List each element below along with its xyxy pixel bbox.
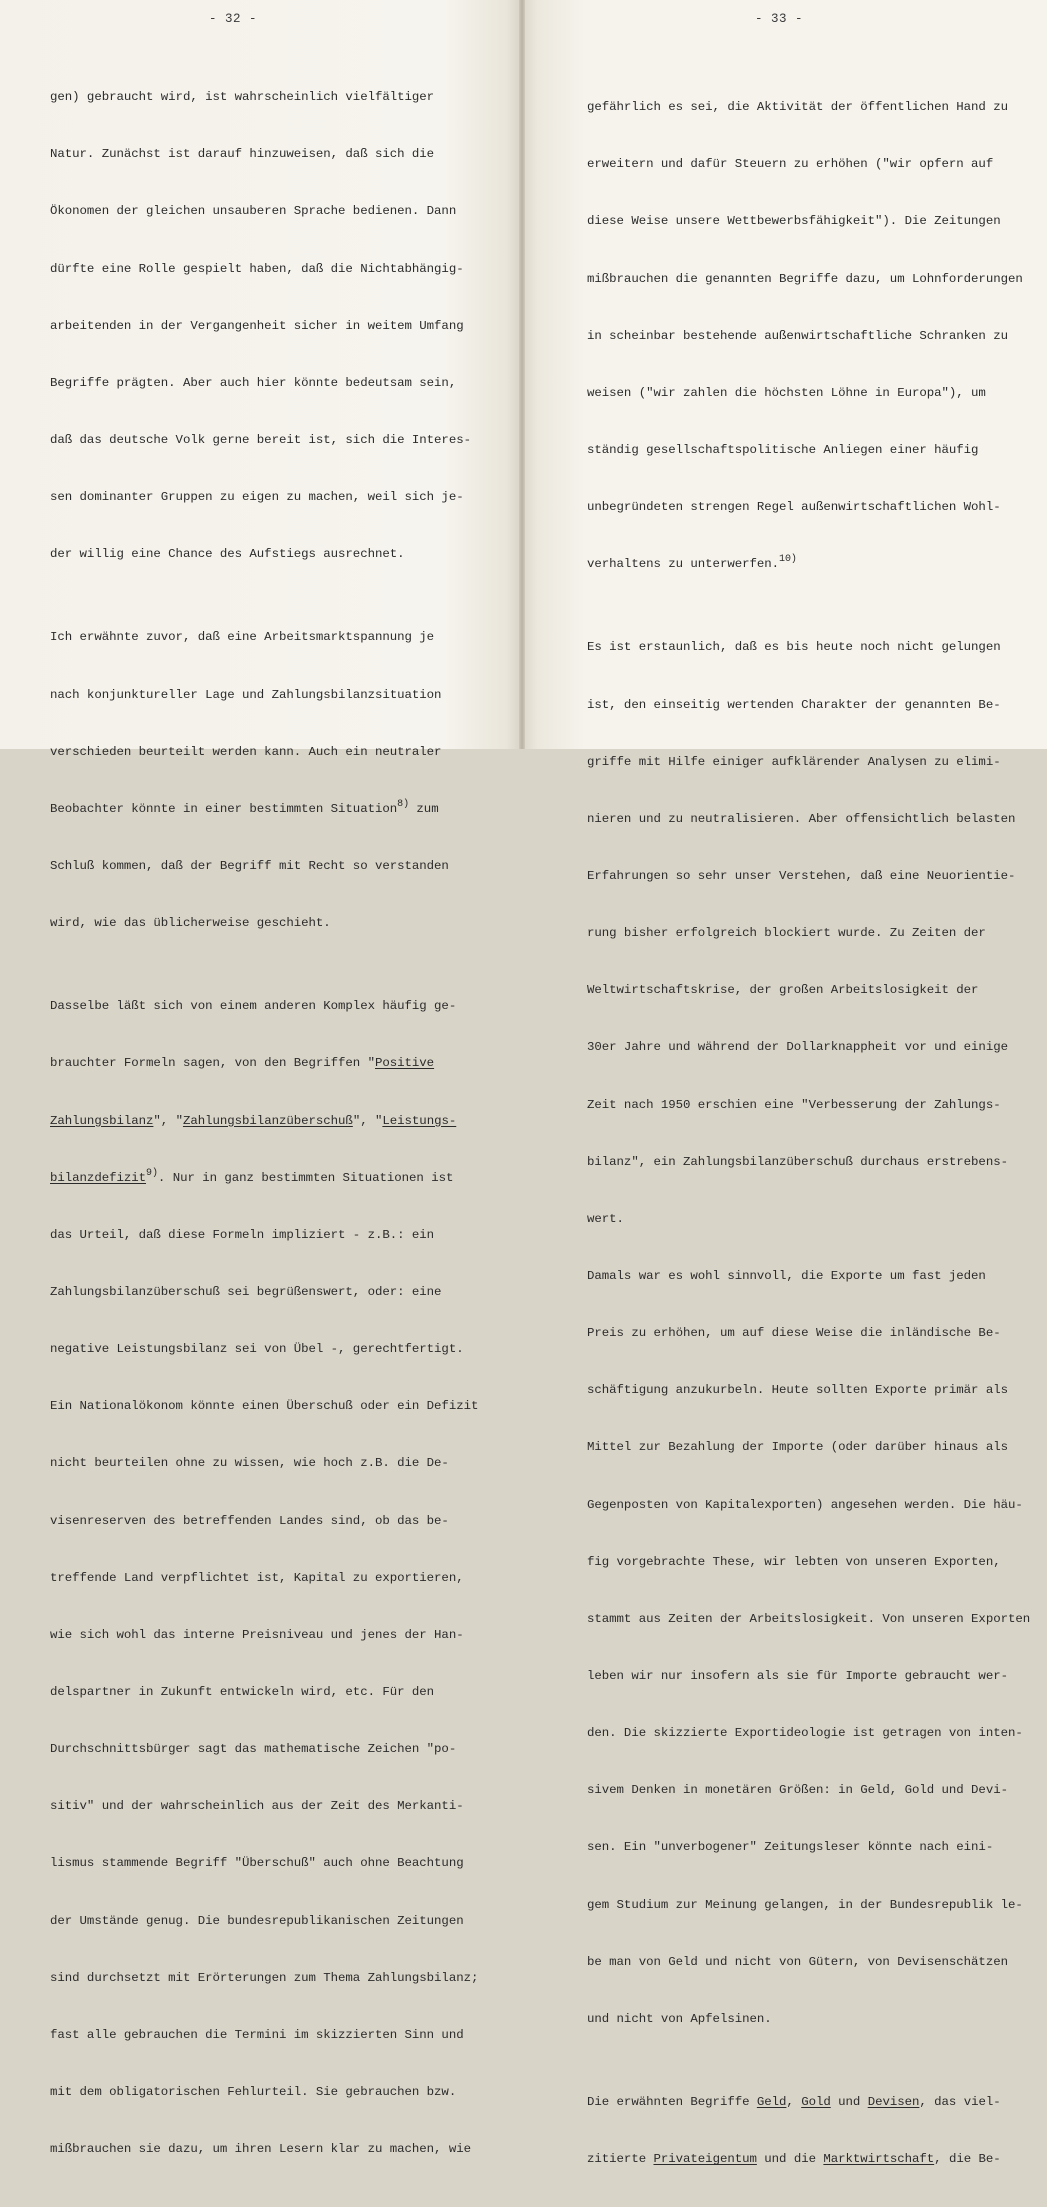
text-line: Begriffe prägten. Aber auch hier könnte bedeutsam sein, <box>50 375 457 390</box>
term-geld: Geld <box>756 2094 787 2109</box>
text-line: ist, den einseitig wertenden Charakter der genannten Be- <box>587 697 1001 712</box>
text-line: sitiv" und der wahrscheinlich aus der Zeit des Merkanti- <box>50 1799 464 1814</box>
text-line: Zeit nach 1950 erschien eine "Verbesserung der Zahlungs- <box>587 1097 1001 1112</box>
text-fragment: ", " <box>352 1113 383 1128</box>
text-line: Natur. Zunächst ist darauf hinzuweisen, daß sich die <box>50 147 435 162</box>
text-line: Preis zu erhöhen, um auf diese Weise die inländische Be- <box>587 1326 1001 1341</box>
text-line: weisen ("wir zahlen die höchsten Löhne in Europa"), um <box>587 385 986 400</box>
right-page-text <box>587 60 1030 2207</box>
text-line <box>587 2093 1030 2112</box>
text-line: erweitern und dafür Steuern zu erhöhen ("wir opfern auf <box>587 157 994 172</box>
text-line: be man von Geld und nicht von Gütern, von Devisenschätzen <box>587 1954 1008 1969</box>
text-line: Zahlungsbilanzüberschuß sei begrüßenswert, oder: eine <box>50 1285 442 1299</box>
text-line: Es ist erstaunlich, daß es bis heute noch nicht gelungen <box>587 640 1001 655</box>
text-fragment: , das viel- <box>919 2094 1001 2109</box>
text-line: unbegründeten strengen Regel außenwirtschaftlichen Wohl- <box>587 500 1001 515</box>
text-line: wert. <box>587 1211 624 1226</box>
text-line: der Umstände genug. Die bundesrepublikanischen Zeitungen <box>50 1913 464 1928</box>
page-number-right: - 33 - <box>755 12 804 26</box>
text-line <box>50 1054 478 1073</box>
left-page <box>0 0 522 2157</box>
text-fragment: brauchter Formeln sagen, von den Begriffen <box>50 1056 361 1071</box>
text-line: dürfte eine Rolle gespielt haben, daß die Nichtabhängig- <box>50 261 464 276</box>
text-line: mit dem obligatorischen Fehlurteil. Sie gebrauchen bzw. <box>50 2084 457 2099</box>
left-page-text <box>50 50 478 2197</box>
text-line: Damals war es wohl sinnvoll, die Exporte um fast jeden <box>587 1268 986 1283</box>
text-line: Mittel zur Bezahlung der Importe (oder darüber hinaus als <box>587 1440 1008 1455</box>
text-line: Weltwirtschaftskrise, der großen Arbeitslosigkeit der <box>587 983 979 998</box>
text-line: fast alle gebrauchen die Termini im skizzierten Sinn und <box>50 2027 464 2042</box>
text-line: der willig eine Chance des Aufstiegs ausrechnet. <box>50 547 405 562</box>
footnote-marker: 9) <box>146 1167 158 1179</box>
text-line <box>50 1169 478 1188</box>
text-line: Ich erwähnte zuvor, daß eine Arbeitsmarktspannung je <box>50 630 435 645</box>
text-line: sen dominanter Gruppen zu eigen zu machen, weil sich je- <box>50 490 464 505</box>
text-fragment: , <box>786 2094 802 2109</box>
text-line: sind durchsetzt mit Erörterungen zum Thema Zahlungsbilanz; <box>50 1970 479 1985</box>
text-line: delspartner in Zukunft entwickeln wird, etc. Für den <box>50 1684 435 1699</box>
text-line: nieren und zu neutralisieren. Aber offensichtlich belasten <box>587 811 1016 826</box>
text-line: griffe mit Hilfe einiger aufklärender Analysen zu elimi- <box>587 754 1001 769</box>
text-line: mißbrauchen die genannten Begriffe dazu, um Lohnforderungen <box>587 271 1023 286</box>
text-fragment: und <box>830 2094 868 2109</box>
text-line: gefährlich es sei, die Aktivität der öffentlichen Hand zu <box>587 100 1008 115</box>
text-line: wie sich wohl das interne Preisniveau und jenes der Han- <box>50 1627 464 1642</box>
book-gutter <box>519 0 525 749</box>
text-line: arbeitenden in der Vergangenheit sicher in weitem Umfang <box>50 318 464 333</box>
text-line: 30er Jahre und während der Dollarknappheit vor und einige <box>587 1040 1008 1055</box>
text-fragment: zum <box>409 801 439 816</box>
text-line: gem Studium zur Meinung gelangen, in der Bundesrepublik le- <box>587 1897 1023 1912</box>
text-line: sivem Denken in monetären Größen: in Geld, Gold und Devi- <box>587 1783 1008 1798</box>
term-marktwirtschaft: Marktwirtschaft <box>823 2152 935 2167</box>
term-devisen: Devisen <box>867 2094 920 2109</box>
text-line <box>587 2150 1030 2169</box>
text-line: Dasselbe läßt sich von einem anderen Komplex häufig ge- <box>50 999 457 1014</box>
text-line: das Urteil, daß diese Formeln impliziert - z.B.: ein <box>50 1227 435 1242</box>
text-fragment: verhaltens zu unterwerfen. <box>587 557 780 572</box>
text-fragment: , die Be- <box>934 2152 1001 2167</box>
text-line: fig vorgebrachte These, wir lebten von unseren Exporten, <box>587 1554 1001 1569</box>
text-line: daß das deutsche Volk gerne bereit ist, sich die Interes- <box>50 432 471 447</box>
term-zahlungsbilanz: Zahlungsbilanz <box>50 1113 154 1128</box>
text-line: rung bisher erfolgreich blockiert wurde. Zu Zeiten der <box>587 926 986 941</box>
term-positive: Positive <box>374 1056 435 1071</box>
text-fragment: Beobachter könnte in einer bestimmten Situation <box>50 801 398 816</box>
text-fragment: " <box>360 1056 375 1071</box>
text-line: leben wir nur insofern als sie für Importe gebraucht wer- <box>587 1668 1008 1683</box>
text-fragment: Die erwähnten Begriffe <box>587 2094 750 2109</box>
text-line: ständig gesellschaftspolitische Anliegen einer häufig <box>587 442 979 457</box>
text-line: sen. Ein "unverbogener" Zeitungsleser könnte nach eini- <box>587 1840 994 1855</box>
footnote-marker: 10) <box>779 554 797 566</box>
text-line: treffende Land verpflichtet ist, Kapital zu exportieren, <box>50 1570 464 1585</box>
text-line <box>50 1112 478 1131</box>
text-fragment: zitierte <box>587 2152 647 2167</box>
text-line: nach konjunktureller Lage und Zahlungsbilanzsituation <box>50 687 442 702</box>
text-line: Durchschnittsbürger sagt das mathematische Zeichen "po- <box>50 1742 457 1757</box>
term-leistungsbilanzdefizit: bilanzdefizit <box>50 1170 147 1185</box>
text-line: den. Die skizzierte Exportideologie ist getragen von inten- <box>587 1726 1023 1741</box>
text-line: stammt aus Zeiten der Arbeitslosigkeit. Von unseren Exporten <box>587 1611 1031 1626</box>
text-line: Schluß kommen, daß der Begriff mit Recht so verstanden <box>50 858 449 873</box>
text-line: lismus stammende Begriff "Überschuß" auch ohne Beachtung <box>50 1856 464 1871</box>
text-line: und nicht von Apfelsinen. <box>587 2011 772 2026</box>
text-line: Ökonomen der gleichen unsauberen Sprache bedienen. Dann <box>50 204 457 219</box>
text-line: diese Weise unsere Wettbewerbsfähigkeit"). Die Zeitungen <box>587 214 1001 229</box>
text-line <box>50 800 478 819</box>
text-line: negative Leistungsbilanz sei von Übel -, gerechtfertigt. <box>50 1342 464 1357</box>
right-page <box>522 0 1047 2167</box>
footnote-marker: 8) <box>397 798 410 810</box>
text-line: verschieden beurteilt werden kann. Auch ein neutraler <box>50 744 442 759</box>
page-number-left: - 32 - <box>209 12 258 26</box>
text-line: bilanz", ein Zahlungsbilanzüberschuß durchaus erstrebens- <box>587 1154 1008 1169</box>
text-line: nicht beurteilen ohne zu wissen, wie hoch z.B. die De- <box>50 1456 449 1471</box>
text-fragment: und die <box>756 2152 824 2167</box>
text-line: visenreserven des betreffenden Landes sind, ob das be- <box>50 1513 449 1528</box>
text-line: in scheinbar bestehende außenwirtschaftliche Schranken zu <box>587 328 1008 343</box>
text-fragment: . Nur in ganz bestimmten Situationen ist <box>157 1170 454 1185</box>
text-line: Gegenposten von Kapitalexporten) angesehen werden. Die häu- <box>587 1497 1023 1512</box>
text-line: wird, wie das üblicherweise geschieht. <box>50 916 331 931</box>
text-line: Erfahrungen so sehr unser Verstehen, daß eine Neuorientie- <box>587 868 1016 883</box>
term-privateigentum: Privateigentum <box>653 2152 757 2167</box>
text-line <box>587 555 1030 574</box>
text-line: mißbrauchen sie dazu, um ihren Lesern klar zu machen, wie <box>50 2142 471 2157</box>
term-zahlungsbilanzueberschuss: Zahlungsbilanzüberschuß <box>182 1113 353 1128</box>
text-fragment: ", " <box>153 1113 183 1128</box>
text-line: Ein Nationalökonom könnte einen Überschuß oder ein Defizit <box>50 1399 479 1414</box>
text-line: schäftigung anzukurbeln. Heute sollten Exporte primär als <box>587 1383 1008 1398</box>
term-gold: Gold <box>801 2094 831 2109</box>
term-leistungsbilanz: Leistungs- <box>382 1113 457 1128</box>
text-line: gen) gebraucht wird, ist wahrscheinlich vielfältiger <box>50 90 435 105</box>
